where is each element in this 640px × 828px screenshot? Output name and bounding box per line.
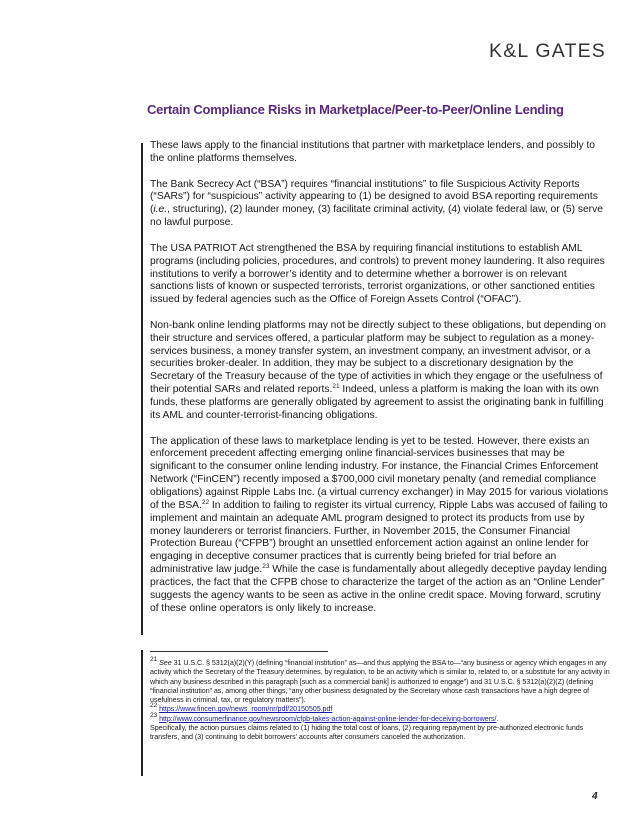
footnote-ref-22[interactable]: 22	[201, 498, 210, 506]
klgates-logo: K&L GATES	[488, 40, 606, 62]
body-text	[150, 140, 610, 628]
paragraph-2	[150, 179, 610, 230]
footnote-21	[150, 656, 610, 705]
p4-text-a: Non-bank online lending platforms may not be directly subject to these obligations, but depending on their structure and services offered, a particular platform may be subject to regulation as a money-services business, a money transfer system, an investment company, an investment advisor, or a securities broker-dealer. In addition, they may be subject to a discretionary designation by the Secretary of the Treasury because of the type of activities in which they engage or the usefulness of their potential SARs and related reports.	[150, 319, 606, 396]
footnote-23	[150, 711, 610, 743]
paragraph-1: These laws apply to the financial institutions that partner with marketplace lenders, and possibly to the online platforms themselves.	[150, 140, 595, 164]
p2-italic-ie: i.e.	[153, 204, 168, 216]
footnote-number: 23	[150, 711, 158, 719]
p2-text-a: The Bank Secrecy Act (“BSA”) requires “financial institutions” to file Suspicious Activity Reports (“SARs”) for “suspicious” activity appearing to (1) be designed to avoid BSA reporting requirements (	[150, 178, 598, 216]
p5-text-c: While the case is fundamentally about allegedly deceptive payday lending practices, the fact that the CFPB chose to characterize the target of the action as an “Online Lender” suggests the agency wants to be seen as active in the online credit space. Moving forward, scrutiny of these online operators is only likely to increase.	[150, 564, 607, 614]
left-margin-rule	[141, 143, 143, 635]
footnote-23-period: .	[496, 714, 499, 723]
footnotes	[150, 656, 610, 743]
footnote-margin-rule	[141, 650, 143, 776]
footnote-ref-23[interactable]: 23	[262, 563, 270, 571]
section-title: Certain Compliance Risks in Marketplace/Peer-to-Peer/Online Lending	[147, 102, 564, 117]
p4-text-b: Indeed, unless a platform is making the loan with its own funds, these platforms are generally obligated by agreement to assist the originating bank in fulfilling its AML and counter-terrorist-financing obligations.	[150, 384, 604, 421]
footnote-number: 21	[150, 656, 158, 663]
paragraph-5	[150, 436, 610, 616]
paragraph-3: The USA PATRIOT Act strengthened the BSA by requiring financial institutions to establish AML programs (including policies, procedures, and controls) to prevent money laundering. It also requires institutions to verify a borrower’s identity and to determine whether a borrower is on relevant sanctions lists of known or suspected terrorists, terrorist organizations, or other sanctioned entities issued by federal agencies such as the Office of Foreign Assets Control (“OFAC”).	[150, 242, 605, 306]
p5-text-a: The application of these laws to marketplace lending is yet to be tested. However, there exists an enforcement precedent affecting emerging online financial-services businesses that may be significant to the consumer online lending industry. For instance, the Financial Crimes Enforcement Network (“FinCEN”) recently imposed a $700,000 civil monetary penalty (and remedial compliance obligations) against Ripple Labs Inc. (a virtual currency exchanger) in May 2015 for various violations of the BSA.	[150, 435, 609, 511]
p2-text-b: , structuring), (2) launder money, (3) facilitate criminal activity, (4) violate federal law, or (5) serve no lawful purpose.	[150, 204, 603, 229]
footnote-see: See	[159, 659, 172, 667]
fincen-link[interactable]: https://www.fincen.gov/news_room/nr/pdf/20150505.pdf	[159, 705, 333, 714]
page-number: 4	[592, 791, 598, 802]
paragraph-4	[150, 320, 610, 423]
footnote-21-text: 31 U.S.C. § 5312(a)(2)(Y) (defining “financial institution” as—and thus applying the BSA to—“any business or agency which engages in any activity which the Secretary of the Treasury determines, by regulation, to be an activity which is similar to, related to, or a substitute for any activity in which any business described in this paragraph [such as a commercial bank] is authorized to engage”) and 31 U.S.C. § 5312(a)(2)(Z) (defining “financial institution” as, among other things, “any other business designated by the Secretary whose cash transactions have a high degree of usefulness in criminal, tax, or regulatory matters”).	[150, 659, 610, 705]
footnote-separator	[150, 651, 328, 652]
footnote-number: 22	[150, 702, 158, 710]
cfpb-link[interactable]: http://www.consumerfinance.gov/newsroom/cfpb-takes-action-against-online-lender-for-deceiving-borrowers/	[159, 714, 497, 723]
footnote-ref-21[interactable]: 21	[332, 383, 340, 391]
footnote-23-text: Specifically, the action pursues claims related to (1) hiding the total cost of loans, (2) requiring repayment by pre-authorized electronic funds transfers, and (3) continuing to debit borrowers’ accounts after consumers canceled the authorization.	[150, 724, 584, 742]
footnote-22	[150, 702, 610, 714]
p5-text-b: In addition to failing to register its virtual currency, Ripple Labs was accused of failing to implement and maintain an adequate AML program designed to protect its products from use by money launderers or terrorist financiers. Further, in November 2015, the Consumer Financial Protection Bureau (“CFPB”) brought an unsettled enforcement action against an online lender for engaging in deceptive consumer practices that is currently being briefed for trial before an administrative law judge.	[150, 499, 608, 576]
